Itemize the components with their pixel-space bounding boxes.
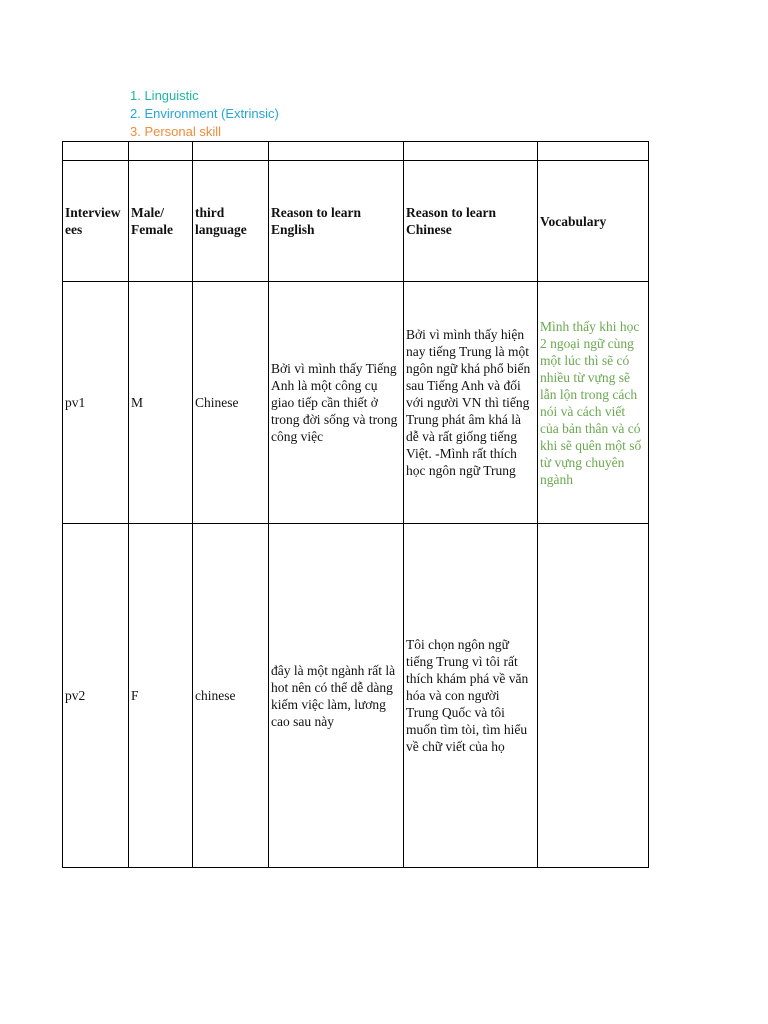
cell-text: Chinese <box>195 395 239 410</box>
cell-text: Mình thấy khi học 2 ngoại ngữ cùng một lúc thì sẽ có nhiều từ vựng sẽ lẫn lộn trong cách nói và cách viết của bản thân và có khi sẽ quên một số từ vựng chuyên ngành <box>540 318 642 487</box>
header-reason-chinese-text: Reason to learn Chinese <box>406 205 496 237</box>
header-reason-chinese <box>404 161 537 281</box>
legend-item-environment: 2. Environment (Extrinsic) <box>130 106 279 121</box>
table-rule <box>62 867 649 868</box>
table-row-pv2-interviewee <box>63 524 128 867</box>
table-row-pv1-reason-english <box>269 282 403 523</box>
table-row-pv1-vocabulary <box>538 282 648 523</box>
header-reason-english-text: Reason to learn English <box>271 205 361 237</box>
table-row-pv1-interviewee <box>63 282 128 523</box>
table-row-pv2-vocabulary <box>538 524 648 867</box>
legend-item-linguistic: 1. Linguistic <box>130 88 199 103</box>
table-rule <box>648 141 649 868</box>
table-row-pv2-third-language <box>193 524 268 867</box>
header-vocabulary-text: Vocabulary <box>540 213 607 229</box>
table-row-pv1-gender <box>129 282 192 523</box>
header-gender-text: Male/ Female <box>131 205 173 237</box>
header-interviewees <box>63 161 128 281</box>
cell-text: M <box>131 395 144 410</box>
cell-text: đây là một ngành rất là hot nên có thể dễ dàng kiếm việc làm, lương cao sau này <box>271 662 396 729</box>
table-row-pv2-reason-chinese <box>404 524 537 867</box>
table-row-pv2-gender <box>129 524 192 867</box>
header-gender <box>129 161 192 281</box>
header-reason-english <box>269 161 403 281</box>
cell-text: Bởi vì mình thấy Tiếng Anh là một công cụ giao tiếp cần thiết ở trong đời sống và trong công việc <box>271 361 398 444</box>
header-vocabulary <box>538 161 648 281</box>
cell-text: chinese <box>195 688 236 703</box>
header-third-language-text: third language <box>195 205 247 237</box>
header-third-language <box>193 161 268 281</box>
table-row-pv1-reason-chinese <box>404 282 537 523</box>
table-row-pv2-reason-english <box>269 524 403 867</box>
cell-text: pv1 <box>65 395 86 410</box>
table-row-pv1-third-language <box>193 282 268 523</box>
cell-text: Tôi chọn ngôn ngữ tiếng Trung vì tôi rất thích khám phá về văn hóa và con người Trung Quốc và tôi muốn tìm tòi, tìm hiểu về chữ viết của họ <box>406 637 529 754</box>
header-interviewees-text: Interviewees <box>65 205 121 237</box>
table-rule <box>62 141 649 142</box>
category-legend <box>130 87 279 141</box>
interview-table <box>62 141 649 868</box>
legend-item-personal-skill: 3. Personal skill <box>130 124 222 139</box>
cell-text: Bởi vì mình thấy hiện nay tiếng Trung là một ngôn ngữ khá phổ biến sau Tiếng Anh và đối với người VN thì tiếng Trung phát âm khá là dễ và rất giống tiếng Việt. -Mình rất thích học ngôn ngữ Trung <box>406 327 531 478</box>
cell-text: F <box>131 688 139 703</box>
cell-text: pv2 <box>65 688 86 703</box>
